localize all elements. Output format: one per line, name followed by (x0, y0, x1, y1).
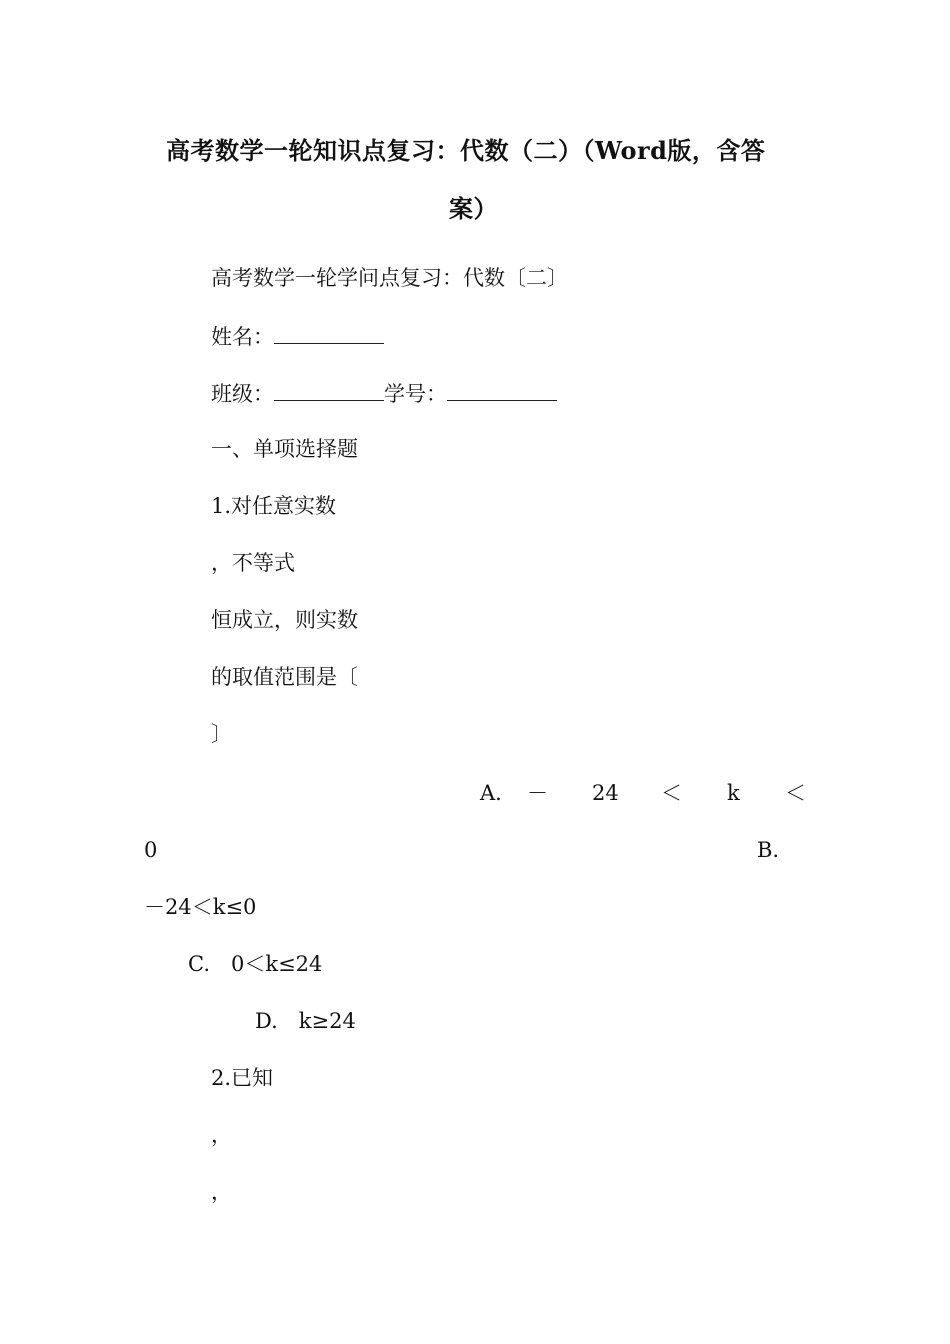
option-c: C. 0＜k≤24 (188, 952, 323, 976)
document-title-line-2: 案） (449, 194, 498, 223)
student-no-blank (447, 382, 557, 401)
option-a-token-2: 24 (592, 781, 619, 805)
option-a-token-3: ＜ (661, 781, 682, 805)
name-blank (274, 325, 384, 344)
question-1-line-2: ，不等式 (211, 551, 295, 575)
student-no-label: 学号： (384, 382, 447, 406)
option-b-label: B. (757, 838, 780, 862)
option-a-token-5: ＜ (785, 781, 806, 805)
class-field-row (211, 382, 557, 405)
option-a-label: A. (480, 781, 502, 805)
name-label: 姓名： (211, 325, 274, 349)
class-label: 班级： (211, 382, 274, 406)
question-1-line-1: 1.对任意实数 (211, 494, 337, 518)
question-2-line-3: ， (211, 1180, 232, 1204)
document-subtitle: 高考数学一轮学问点复习：代数〔二〕 (211, 266, 568, 290)
question-1-line-3: 恒成立，则实数 (211, 608, 358, 632)
option-d: D. k≥24 (255, 1009, 356, 1033)
class-blank (274, 382, 384, 401)
option-a-continuation: 0 (144, 838, 158, 862)
question-1-line-5: 〕 (211, 722, 232, 746)
question-1-line-4: 的取值范围是〔 (211, 665, 358, 689)
option-a-token-4: k (727, 781, 740, 805)
document-title-line-1: 高考数学一轮知识点复习：代数（二）（Word版，含答 (166, 136, 766, 165)
question-2-line-1: 2.已知 (211, 1066, 274, 1090)
name-field-row (211, 325, 384, 348)
section-heading: 一、单项选择题 (211, 437, 358, 461)
question-2-line-2: ， (211, 1123, 232, 1147)
option-a-token-1: － (527, 781, 548, 805)
option-b-continuation: －24＜k≤0 (144, 895, 257, 919)
